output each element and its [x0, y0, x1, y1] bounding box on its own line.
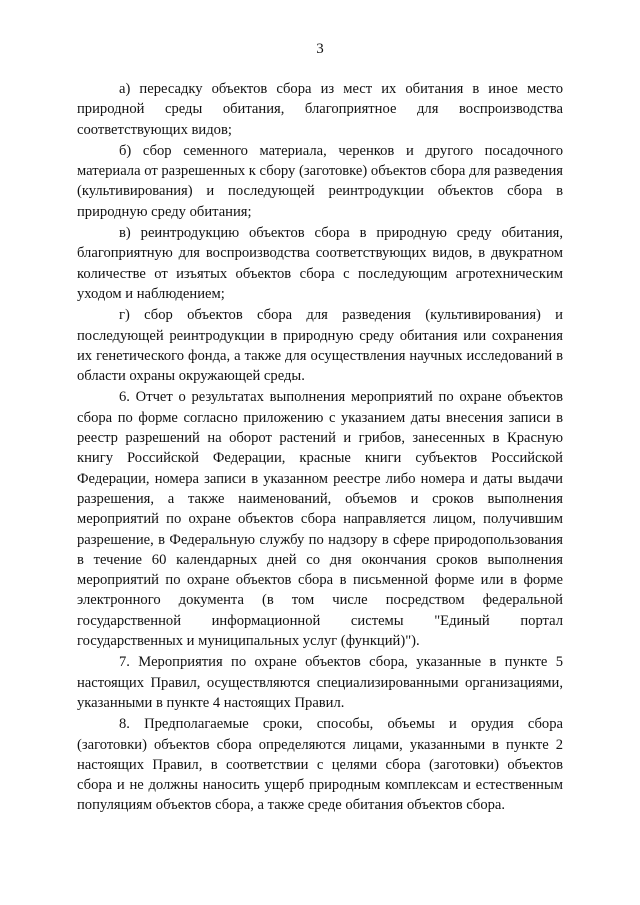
paragraph-item-v: в) реинтродукцию объектов сбора в природную среду обитания, благоприятную для воспроизводства соответствующих видов, в двукратном количестве от изъятых объектов сбора с последующим агротехническим уходом и наблюдением;: [77, 225, 563, 302]
paragraph-point-7: 7. Мероприятия по охране объектов сбора, указанные в пункте 5 настоящих Правил, осуществляются специализированными организациями, указанными в пункте 4 настоящих Правил.: [77, 654, 563, 711]
paragraph-item-g: г) сбор объектов сбора для разведения (культивирования) и последующей реинтродукции в природную среду обитания или сохранения их генетического фонда, а также для осуществления научных исследований в области охраны окружающей среды.: [77, 307, 563, 385]
paragraph-item-b: б) сбор семенного материала, черенков и другого посадочного материала от разрешенных к сбору (заготовке) объектов сбора для разведения (культивирования) и последующей реинтродукции объектов сбора в природную среду обитания;: [77, 142, 563, 220]
paragraph-item-a: а) пересадку объектов сбора из мест их обитания в иное место природной среды обитания, благоприятное для воспроизводства соответствующих видов;: [77, 81, 563, 138]
paragraph-point-8: 8. Предполагаемые сроки, способы, объемы и орудия сбора (заготовки) объектов сбора определяются лицами, указанными в пункте 2 настоящих Правил, в соответствии с целями сбора (заготовки) объектов сбора и не должны наносить ущерб природным комплексам и естественным популяциям объектов сбора, а также среде обитания объектов сбора.: [77, 716, 563, 814]
paragraph-point-6: 6. Отчет о результатах выполнения мероприятий по охране объектов сбора по форме согласно приложению с указанием даты внесения записи в реестр разрешений на оборот растений и грибов, занесенных в Красную книгу Российской Федерации, красные книги субъектов Российской Федерации, номера записи в указанном реестре либо номера и даты выдачи разрешения, а также наименований, объемов и сроков выполнения мероприятий по охране объектов сбора направляется лицом, получившим разрешение, в Федеральную службу по надзору в сфере природопользования в течение 60 календарных дней со дня окончания сроков выполнения мероприятий по охране объектов сбора в письменной форме или в форме электронного документа (в том числе посредством федеральной государственной информационной системы "Единый портал государственных и муниципальных услуг (функций)").: [77, 389, 563, 650]
document-body: [77, 79, 563, 817]
page-number: 3: [316, 41, 324, 57]
